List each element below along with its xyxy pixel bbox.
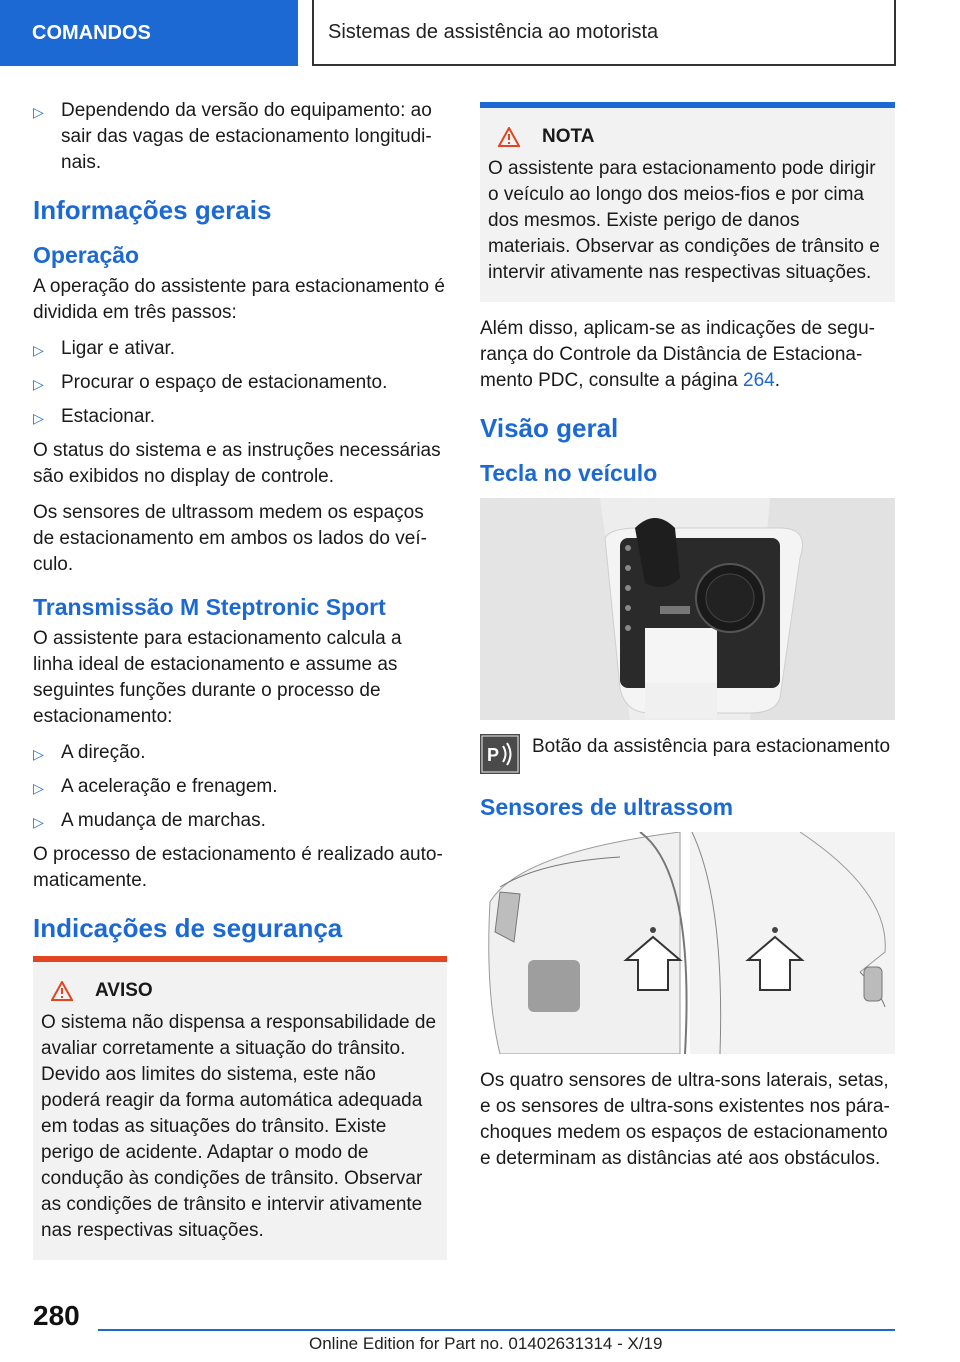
sensors-text: Os sensores de ultrassom medem os espaços de estacionamento em ambos os lados do veículo. (33, 502, 427, 575)
park-assist-icon (480, 734, 520, 774)
list-item (33, 774, 447, 801)
heading-visao-geral: Visão geral (480, 413, 619, 443)
warning-text: O sistema não dispensa a responsabilidade de avaliar corretamente a situação do trânsito. Devido aos limites do sistema, este não poderá reagir da forma automática adequada em todas as situações do trânsito. Existe perigo de acidente. Adaptar o modo de condução às condições de trânsito. Observar as condições de trânsito e intervir ativamente nas respectivas situações. (41, 1012, 437, 1241)
sensors-illustration (480, 832, 895, 1054)
center-console-illustration (480, 498, 895, 720)
warning-title-text: AVISO (95, 980, 153, 1001)
sensores-text: Os quatro sensores de ultra-sons laterais, setas, e os sensores de ultra-sons existentes nos pára-choques medem os espaços de estacionamento e determinam as distâncias até aos obstáculos. (480, 1070, 890, 1169)
heading-operacao: Operação (33, 242, 140, 268)
note-title-text: NOTA (542, 126, 595, 147)
footer-divider (98, 1329, 895, 1331)
ultrasonic-sensors-image (480, 832, 895, 1054)
button-legend-label: Botão da assistência para estacionamento (532, 736, 891, 757)
warning-triangle-icon (51, 981, 73, 1001)
right-column (480, 98, 895, 1182)
note-text: O assistente para estacionamento pode dirigir o veículo ao longo dos meios-fios e por cima dos mesmos. Existe perigo de danos materiais. Observar as condições de trânsito e intervir ativamente nas respectivas situações. (488, 158, 880, 283)
section-tab: COMANDOS (0, 0, 298, 66)
function-2: A aceleração e frenagem. (61, 776, 278, 797)
operacao-text: A operação do assistente para estacionamento é dividida em três passos: (33, 276, 445, 323)
page-reference-link[interactable]: 264 (743, 370, 775, 391)
step-1: Ligar e ativar. (61, 338, 176, 359)
pdc-text-after: . (774, 370, 780, 391)
edition-note: Online Edition for Part no. 01402631314 - X/19 (309, 1334, 663, 1353)
list-item (33, 336, 447, 363)
chapter-title (312, 0, 896, 66)
function-1: A direção. (61, 742, 146, 763)
heading-informacoes-gerais: Informações gerais (33, 195, 272, 225)
center-console-image (480, 498, 895, 720)
pdc-text-before: Além disso, aplicam-se as indicações de segurança do Controle da Distância de Estacionamento PDC, consulte a página (480, 318, 875, 391)
heading-seguranca: Indicações de segurança (33, 913, 343, 943)
note-box (480, 102, 895, 302)
heading-tecla: Tecla no veículo (480, 460, 658, 486)
warning-title (51, 980, 439, 1002)
pdc-text (480, 316, 895, 394)
left-column (33, 98, 447, 1274)
intro-bullet (33, 98, 447, 176)
button-legend (480, 734, 895, 774)
step-3: Estacionar. (61, 406, 155, 427)
bullet-icon: ▷ (33, 410, 44, 426)
list-item (33, 808, 447, 835)
bullet-icon: ▷ (33, 342, 44, 358)
warning-box (33, 956, 447, 1260)
bullet-icon: ▷ (33, 746, 44, 762)
step-2: Procurar o espaço de estacionamento. (61, 372, 388, 393)
transmissao-text: O assistente para estacionamento calcula a linha ideal de estacionamento e assume as seguintes funções durante o processo de estacionamento: (33, 628, 402, 727)
list-item (33, 740, 447, 767)
page-number: 280 (33, 1300, 80, 1331)
list-item (33, 404, 447, 431)
note-title (498, 126, 887, 148)
svg-text:P: P (487, 745, 500, 765)
heading-sensores: Sensores de ultrassom (480, 794, 734, 820)
bullet-icon: ▷ (33, 104, 44, 120)
function-3: A mudança de marchas. (61, 810, 266, 831)
heading-transmissao: Transmissão M Steptronic Sport (33, 594, 386, 620)
auto-text: O processo de estacionamento é realizado automaticamente. (33, 844, 443, 891)
bullet-icon: ▷ (33, 814, 44, 830)
warning-triangle-icon (498, 127, 520, 147)
list-item (33, 370, 447, 397)
status-text: O status do sistema e as instruções necessárias são exibidos no display de controle. (33, 440, 441, 487)
bullet-icon: ▷ (33, 376, 44, 392)
chapter-title-text: Sistemas de assistência ao motorista (328, 20, 659, 43)
bullet-icon: ▷ (33, 780, 44, 796)
intro-bullet-text: Dependendo da versão do equipamento: ao sair das vagas de estacionamento longitudinais. (61, 100, 432, 173)
